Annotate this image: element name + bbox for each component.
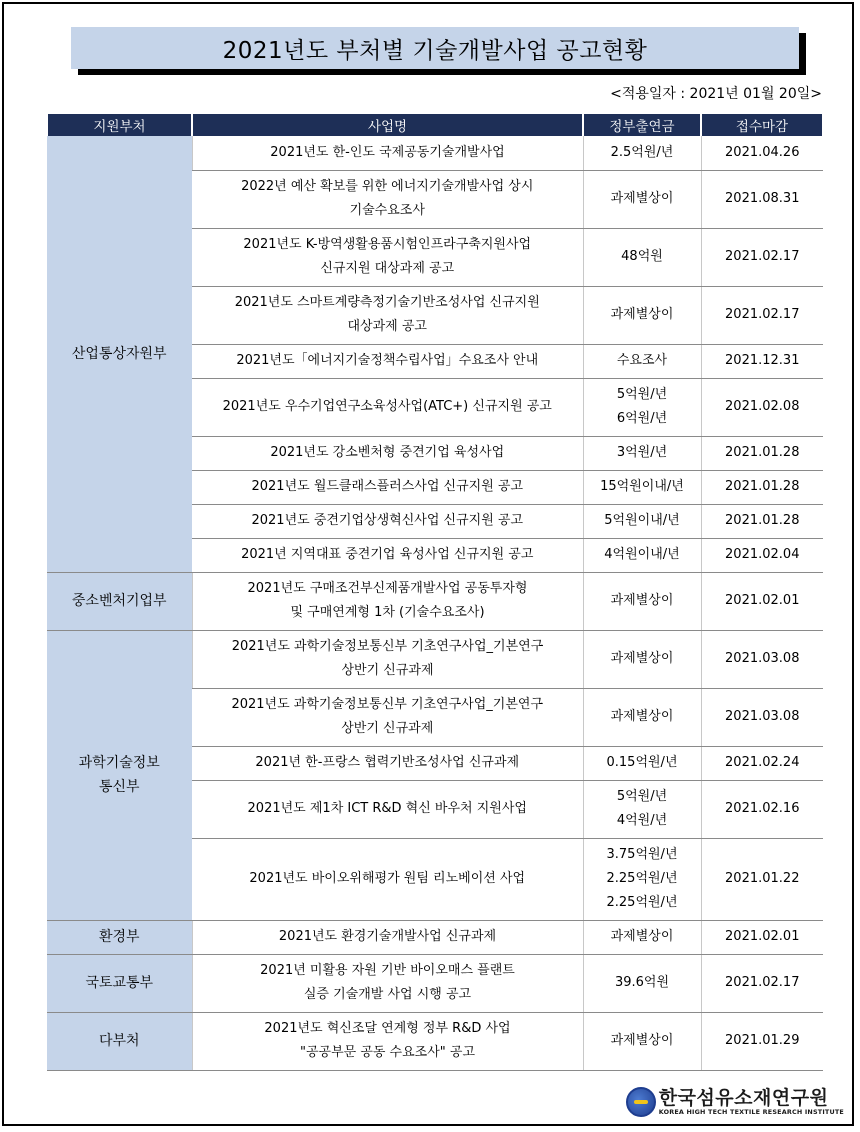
header-funding: 정부출연금 (583, 114, 701, 136)
deadline-cell: 2021.03.08 (701, 688, 823, 746)
effective-date: <적용일자 : 2021년 01월 20일> (610, 86, 822, 102)
project-name-cell: 2021년 미활용 자원 기반 바이오매스 플랜트 실증 기술개발 사업 시행 공고 (192, 954, 583, 1012)
funding-cell: 과제별상이 (583, 170, 701, 228)
deadline-cell: 2021.12.31 (701, 344, 823, 378)
funding-cell: 0.15억원/년 (583, 746, 701, 780)
header-deadline: 접수마감 (701, 114, 823, 136)
institute-name-en: KOREA HIGH TECH TEXTILE RESEARCH INSTITUTE (658, 1107, 844, 1116)
page-title-text: 2021년도 부처별 기술개발사업 공고현황 (222, 37, 648, 64)
department-cell: 다부처 (47, 1012, 192, 1070)
funding-cell: 과제별상이 (583, 688, 701, 746)
table-row (47, 572, 823, 630)
table-row (47, 630, 823, 688)
institute-logo (626, 1087, 844, 1117)
project-name-cell: 2021년도 K-방역생활용품시험인프라구축지원사업 신규지원 대상과제 공고 (192, 228, 583, 286)
funding-cell: 4억원이내/년 (583, 538, 701, 572)
deadline-cell: 2021.02.24 (701, 746, 823, 780)
table-header-row (47, 114, 823, 136)
department-cell: 중소벤처기업부 (47, 572, 192, 630)
department-cell: 환경부 (47, 920, 192, 954)
funding-cell: 3.75억원/년 2.25억원/년 2.25억원/년 (583, 838, 701, 920)
deadline-cell: 2021.01.28 (701, 504, 823, 538)
deadline-cell: 2021.08.31 (701, 170, 823, 228)
funding-cell: 과제별상이 (583, 1012, 701, 1070)
project-name-cell: 2021년도 중견기업상생혁신사업 신규지원 공고 (192, 504, 583, 538)
institute-name-kr: 한국섬유소재연구원 (658, 1086, 829, 1109)
project-name-cell: 2021년도 바이오위해평가 원팀 리노베이션 사업 (192, 838, 583, 920)
project-name-cell: 2021년도 과학기술정보통신부 기초연구사업_기본연구 상반기 신규과제 (192, 688, 583, 746)
department-cell: 과학기술정보 통신부 (47, 630, 192, 920)
funding-cell: 수요조사 (583, 344, 701, 378)
project-name-cell: 2021년도 우수기업연구소육성사업(ATC+) 신규지원 공고 (192, 378, 583, 436)
table-row (47, 136, 823, 170)
project-name-cell: 2022년 예산 확보를 위한 에너지기술개발사업 상시 기술수요조사 (192, 170, 583, 228)
funding-cell: 48억원 (583, 228, 701, 286)
deadline-cell: 2021.02.01 (701, 920, 823, 954)
project-name-cell: 2021년도「에너지기술정책수립사업」수요조사 안내 (192, 344, 583, 378)
funding-cell: 과제별상이 (583, 920, 701, 954)
funding-cell: 5억원이내/년 (583, 504, 701, 538)
deadline-cell: 2021.04.26 (701, 136, 823, 170)
header-department: 지원부처 (47, 114, 192, 136)
deadline-cell: 2021.01.22 (701, 838, 823, 920)
project-name-cell: 2021년도 강소벤처형 중견기업 육성사업 (192, 436, 583, 470)
deadline-cell: 2021.02.01 (701, 572, 823, 630)
table-row (47, 920, 823, 954)
deadline-cell: 2021.01.28 (701, 470, 823, 504)
deadline-cell: 2021.02.17 (701, 228, 823, 286)
institute-emblem-icon (626, 1087, 656, 1117)
funding-cell: 15억원이내/년 (583, 470, 701, 504)
funding-cell: 과제별상이 (583, 572, 701, 630)
table-row (47, 1012, 823, 1070)
project-name-cell: 2021년도 한-인도 국제공동기술개발사업 (192, 136, 583, 170)
funding-cell: 5억원/년 4억원/년 (583, 780, 701, 838)
page-title (71, 27, 799, 69)
project-name-cell: 2021년도 월드클래스플러스사업 신규지원 공고 (192, 470, 583, 504)
project-name-cell: 2021년도 과학기술정보통신부 기초연구사업_기본연구 상반기 신규과제 (192, 630, 583, 688)
funding-cell: 39.6억원 (583, 954, 701, 1012)
department-cell: 산업통상자원부 (47, 136, 192, 572)
project-name-cell: 2021년 한-프랑스 협력기반조성사업 신규과제 (192, 746, 583, 780)
table-row (47, 954, 823, 1012)
project-name-cell: 2021년도 제1차 ICT R&D 혁신 바우처 지원사업 (192, 780, 583, 838)
department-cell: 국토교통부 (47, 954, 192, 1012)
funding-cell: 과제별상이 (583, 286, 701, 344)
announcement-table (46, 114, 824, 1071)
deadline-cell: 2021.03.08 (701, 630, 823, 688)
project-name-cell: 2021년도 구매조건부신제품개발사업 공동투자형 및 구매연계형 1차 (기술수요조사) (192, 572, 583, 630)
project-name-cell: 2021년 지역대표 중견기업 육성사업 신규지원 공고 (192, 538, 583, 572)
deadline-cell: 2021.02.17 (701, 286, 823, 344)
deadline-cell: 2021.02.04 (701, 538, 823, 572)
funding-cell: 과제별상이 (583, 630, 701, 688)
deadline-cell: 2021.01.29 (701, 1012, 823, 1070)
deadline-cell: 2021.02.16 (701, 780, 823, 838)
table-body (47, 136, 823, 1070)
header-project: 사업명 (192, 114, 583, 136)
project-name-cell: 2021년도 혁신조달 연계형 정부 R&D 사업 "공공부문 공동 수요조사" 공고 (192, 1012, 583, 1070)
project-name-cell: 2021년도 스마트계량측정기술기반조성사업 신규지원 대상과제 공고 (192, 286, 583, 344)
funding-cell: 3억원/년 (583, 436, 701, 470)
funding-cell: 5억원/년 6억원/년 (583, 378, 701, 436)
funding-cell: 2.5억원/년 (583, 136, 701, 170)
project-name-cell: 2021년도 환경기술개발사업 신규과제 (192, 920, 583, 954)
deadline-cell: 2021.02.17 (701, 954, 823, 1012)
deadline-cell: 2021.01.28 (701, 436, 823, 470)
deadline-cell: 2021.02.08 (701, 378, 823, 436)
